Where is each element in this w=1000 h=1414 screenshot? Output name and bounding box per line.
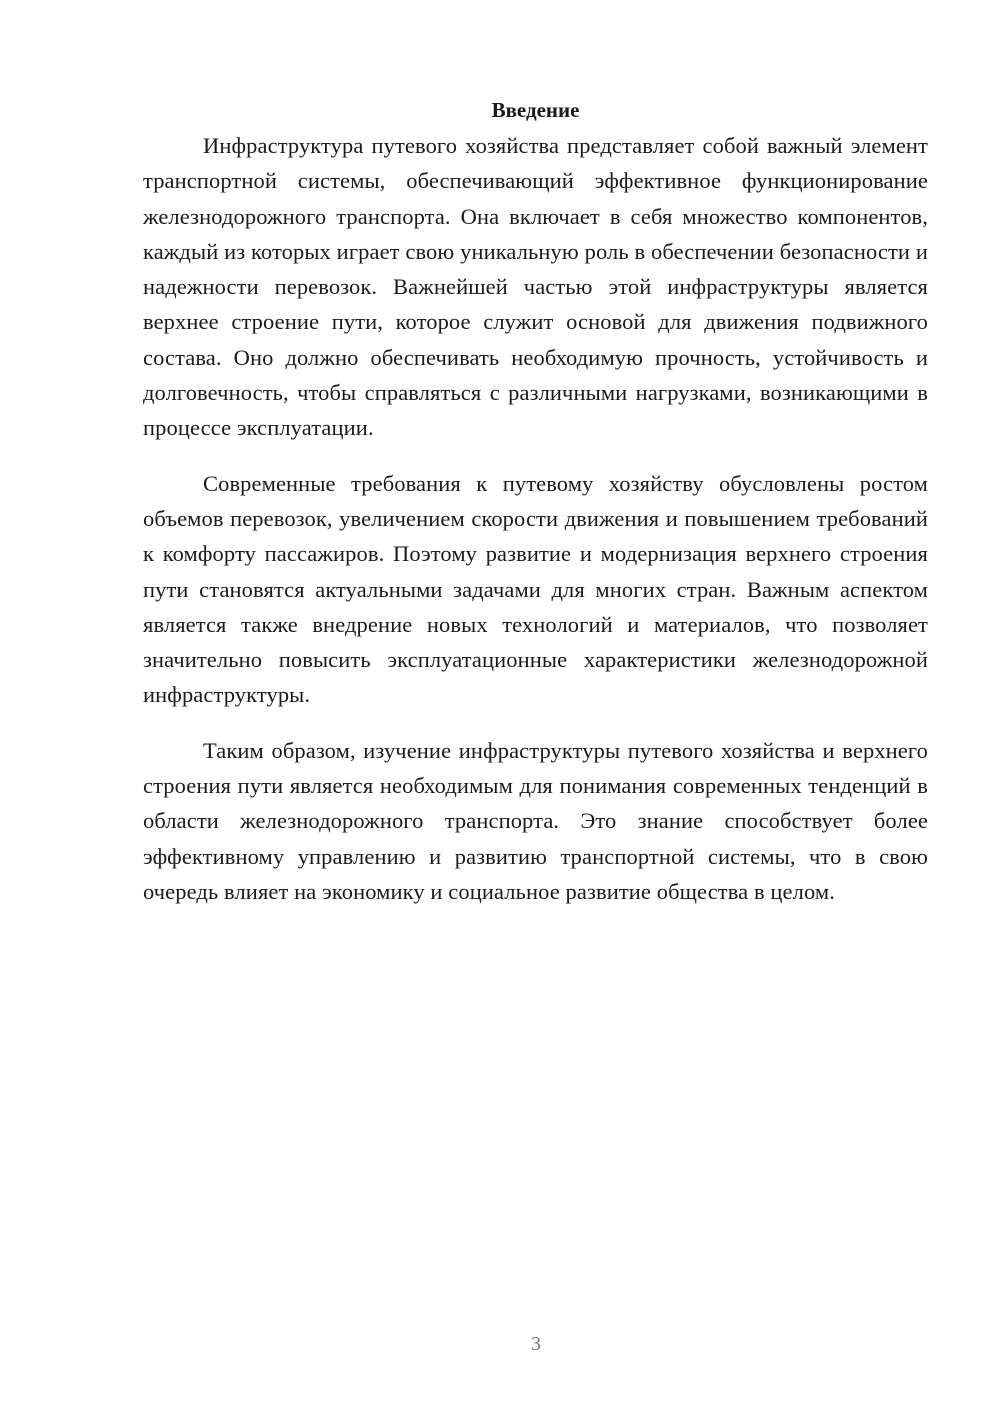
page-number: 3 bbox=[531, 1333, 541, 1355]
paragraph-2: Современные требования к путевому хозяйству обусловлены ростом объемов перевозок, увеличением скорости движения и повышением требований к комфорту пассажиров. Поэтому развитие и модернизация верхнего строения пути становятся актуальными задачами для многих стран. Важным аспектом является также внедрение новых технологий и материалов, что позволяет значительно повысить эксплуатационные характеристики железнодорожной инфраструктуры. bbox=[143, 470, 928, 708]
section-heading: Введение bbox=[491, 98, 580, 122]
paragraph-1: Инфраструктура путевого хозяйства представляет собой важный элемент транспортной системы, обеспечивающий эффективное функционирование железнодорожного транспорта. Она включает в себя множество компонентов, каждый из которых играет свою уникальную роль в обеспечении безопасности и надежности перевозок. Важнейшей частью этой инфраструктуры является верхнее строение пути, которое служит основой для движения подвижного состава. Оно должно обеспечивать необходимую прочность, устойчивость и долговечность, чтобы справляться с различными нагрузками, возникающими в процессе эксплуатации. bbox=[143, 133, 928, 441]
page-content bbox=[143, 92, 928, 929]
paragraph-3: Таким образом, изучение инфраструктуры путевого хозяйства и верхнего строения пути является необходимым для понимания современных тенденций в области железнодорожного транспорта. Это знание способствует более эффективному управлению и развитию транспортной системы, что в свою очередь влияет на экономику и социальное развитие общества в целом. bbox=[143, 737, 928, 904]
